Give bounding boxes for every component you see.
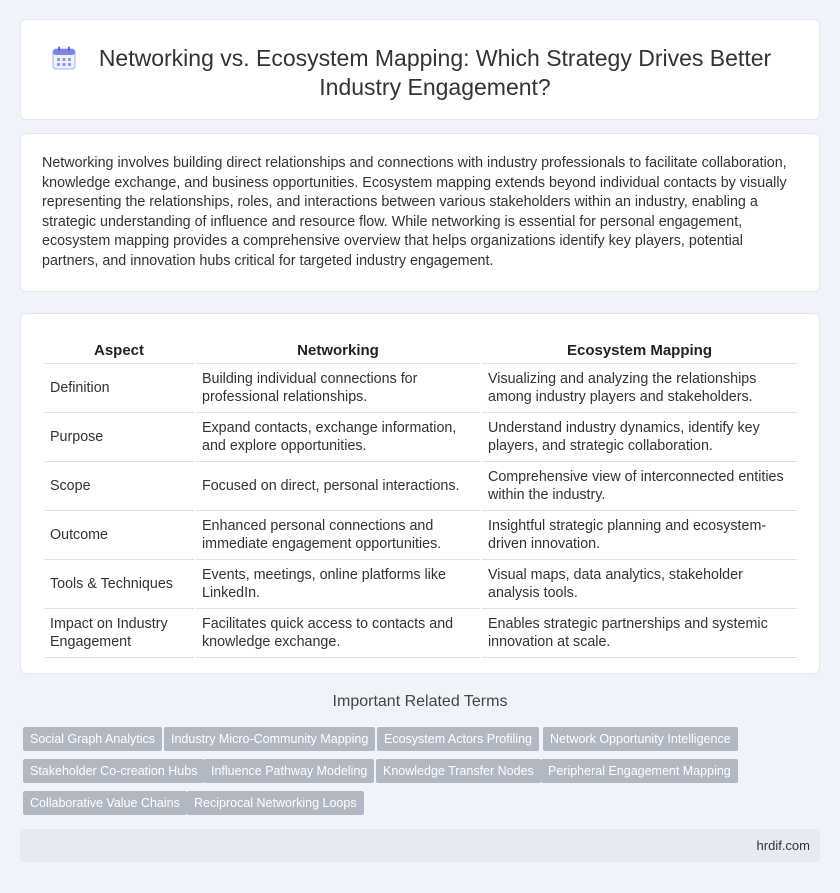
related-terms-heading: Important Related Terms (332, 693, 508, 710)
cell-aspect: Definition (44, 364, 194, 413)
header-aspect: Aspect (44, 333, 194, 364)
related-term-tag[interactable]: Peripheral Engagement Mapping (541, 759, 738, 783)
cell-networking: Focused on direct, personal interactions. (196, 462, 480, 511)
cell-aspect: Outcome (44, 511, 194, 560)
cell-networking: Expand contacts, exchange information, and explore opportunities. (196, 413, 480, 462)
cell-ecosystem: Enables strategic partnerships and systemic innovation at scale. (482, 609, 797, 658)
table-row (44, 364, 797, 413)
table-row (44, 609, 797, 658)
cell-aspect: Impact on Industry Engagement (44, 609, 194, 658)
cell-networking: Facilitates quick access to contacts and knowledge exchange. (196, 609, 480, 658)
table-row (44, 462, 797, 511)
cell-networking: Events, meetings, online platforms like LinkedIn. (196, 560, 480, 609)
cell-ecosystem: Visualizing and analyzing the relationships among industry players and stakeholders. (482, 364, 797, 413)
related-term-tag[interactable]: Collaborative Value Chains (23, 791, 187, 815)
table-row (44, 560, 797, 609)
comparison-card (20, 313, 820, 674)
related-term-tag[interactable]: Influence Pathway Modeling (204, 759, 374, 783)
header-ecosystem-mapping: Ecosystem Mapping (482, 333, 797, 364)
page-title: Networking vs. Ecosystem Mapping: Which Strategy Drives Better Industry Engagement? (98, 45, 772, 100)
cell-aspect: Scope (44, 462, 194, 511)
title-card (20, 19, 820, 120)
cell-networking: Enhanced personal connections and immediate engagement opportunities. (196, 511, 480, 560)
table-row (44, 511, 797, 560)
footer-site-link[interactable]: hrdif.com (756, 838, 810, 853)
cell-ecosystem: Insightful strategic planning and ecosystem-driven innovation. (482, 511, 797, 560)
cell-ecosystem: Comprehensive view of interconnected entities within the industry. (482, 462, 797, 511)
table-row (44, 413, 797, 462)
comparison-table (42, 333, 799, 658)
cell-networking: Building individual connections for professional relationships. (196, 364, 480, 413)
table-header-row (44, 333, 797, 364)
cell-ecosystem: Understand industry dynamics, identify key players, and strategic collaboration. (482, 413, 797, 462)
cell-ecosystem: Visual maps, data analytics, stakeholder analysis tools. (482, 560, 797, 609)
related-term-tag[interactable]: Ecosystem Actors Profiling (377, 727, 539, 751)
related-term-tag[interactable]: Network Opportunity Intelligence (543, 727, 738, 751)
intro-card (20, 133, 820, 292)
cell-aspect: Purpose (44, 413, 194, 462)
related-term-tag[interactable]: Reciprocal Networking Loops (187, 791, 364, 815)
related-term-tag[interactable]: Social Graph Analytics (23, 727, 162, 751)
cell-aspect: Tools & Techniques (44, 560, 194, 609)
footer (20, 829, 820, 862)
header-networking: Networking (196, 333, 480, 364)
intro-paragraph: Networking involves building direct relationships and connections with industry professionals to facilitate collaboration, knowledge exchange, and business opportunities. Ecosystem mapping extends beyond individual contacts by visually representing the relationships, roles, and interactions between various stakeholders within an industry, enabling a strategic understanding of influence and resource flow. While networking is essential for personal engagement, ecosystem mapping provides a comprehensive overview that helps organizations identify key players, potential partners, and innovation hubs critical for targeted industry engagement. (42, 155, 787, 269)
related-term-tag[interactable]: Knowledge Transfer Nodes (376, 759, 541, 783)
related-term-tag[interactable]: Stakeholder Co-creation Hubs (23, 759, 204, 783)
related-term-tag[interactable]: Industry Micro-Community Mapping (164, 727, 375, 751)
